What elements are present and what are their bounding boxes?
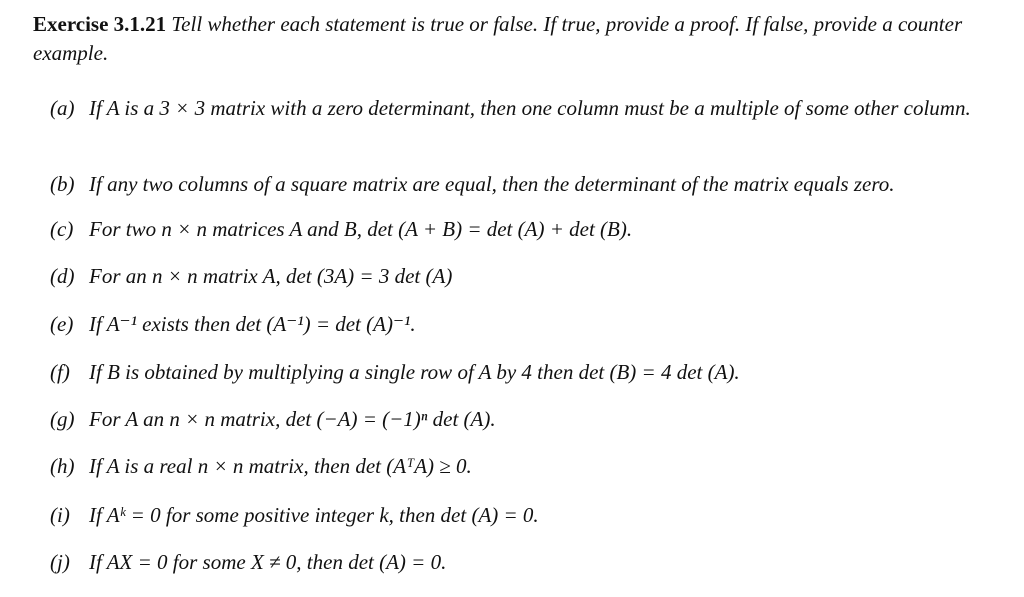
statement-text: If A⁻¹ exists then det (A⁻¹) = det (A)⁻¹.	[89, 312, 416, 336]
statement-label: (j)	[50, 550, 70, 574]
statement-text: If A is a 3 × 3 matrix with a zero determinant, then one column must be a multiple of some other column.	[89, 96, 971, 120]
statement-item-e	[50, 310, 1010, 339]
exercise-instructions: Tell whether each statement is true or false. If true, provide a proof. If false, provide a counter example.	[33, 12, 963, 65]
statement-label: (a)	[50, 96, 75, 120]
statement-item-a	[50, 94, 1010, 123]
statement-item-f	[50, 358, 1010, 387]
statement-item-j	[50, 548, 1010, 577]
statement-label: (e)	[50, 312, 74, 336]
statement-item-d	[50, 262, 1010, 291]
statement-label: (c)	[50, 217, 74, 241]
statement-item-h	[50, 452, 1010, 481]
statement-text: For two n × n matrices A and B, det (A + B) = det (A) + det (B).	[89, 217, 633, 241]
statement-label: (b)	[50, 172, 75, 196]
statement-text: If AX = 0 for some X ≠ 0, then det (A) = 0.	[89, 550, 447, 574]
statement-label: (g)	[50, 407, 75, 431]
statement-text: If Aᵏ = 0 for some positive integer k, then det (A) = 0.	[89, 503, 539, 527]
statement-label: (d)	[50, 264, 75, 288]
statement-label: (f)	[50, 360, 70, 384]
statement-item-c	[50, 215, 1010, 244]
statement-text: For A an n × n matrix, det (−A) = (−1)ⁿ det (A).	[89, 407, 496, 431]
statement-text: If A is a real n × n matrix, then det (AᵀA) ≥ 0.	[89, 454, 472, 478]
statement-item-i	[50, 501, 1010, 530]
statement-item-b	[50, 170, 1010, 199]
statement-text: For an n × n matrix A, det (3A) = 3 det (A)	[89, 264, 453, 288]
statement-label: (h)	[50, 454, 75, 478]
statement-text: If B is obtained by multiplying a single row of A by 4 then det (B) = 4 det (A).	[89, 360, 740, 384]
statement-text: If any two columns of a square matrix are equal, then the determinant of the matrix equals zero.	[89, 172, 895, 196]
statement-item-g	[50, 405, 1010, 434]
exercise-title: Exercise 3.1.21	[33, 12, 167, 36]
statement-label: (i)	[50, 503, 70, 527]
